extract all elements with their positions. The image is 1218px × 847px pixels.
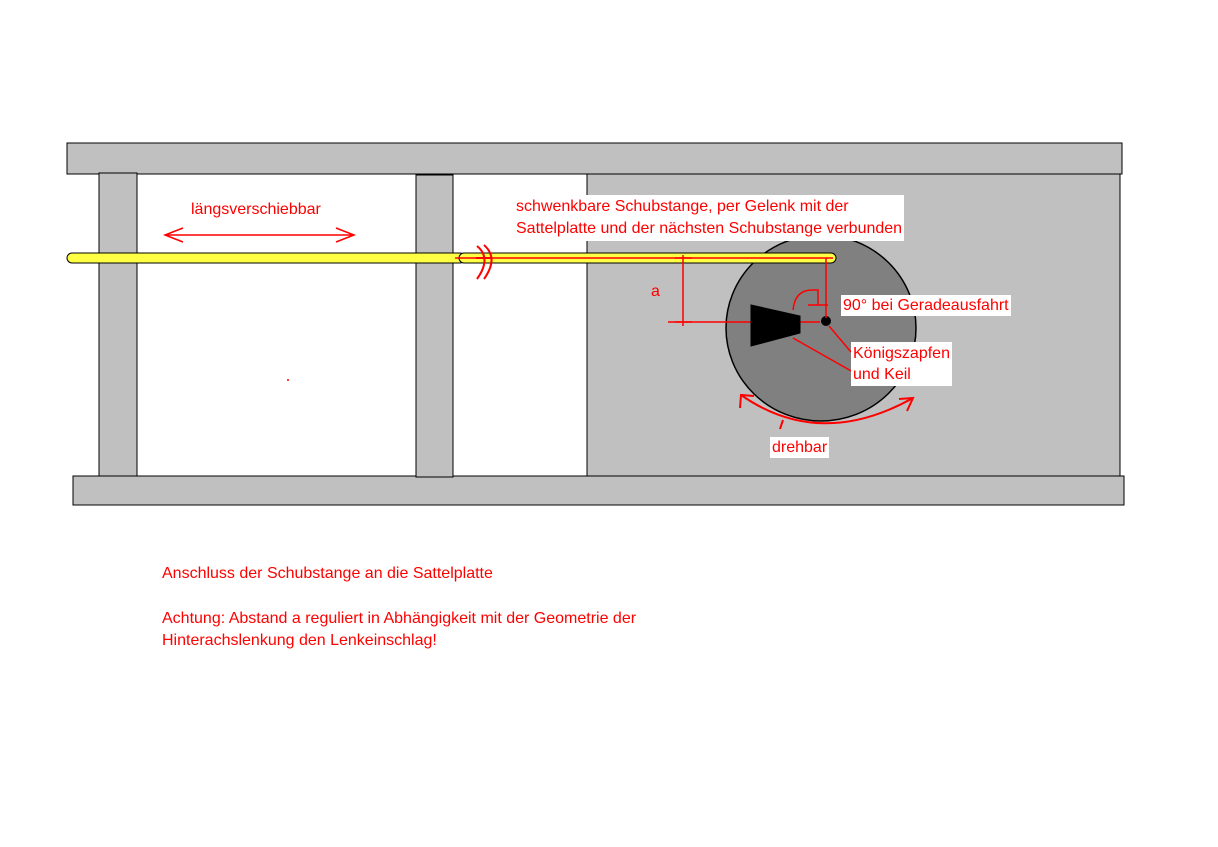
stray-dot [287,379,289,381]
left-post [99,173,137,476]
label-drehbar: drehbar [772,439,828,456]
label-koenigszapfen-line2: und Keil [853,366,911,383]
label-koenigszapfen [851,342,952,386]
caption-title: Anschluss der Schubstange an die Sattelplatte [162,565,493,582]
bottom-rail [73,476,1124,505]
caption-note-line1: Achtung: Abstand a reguliert in Abhängigkeit mit der Geometrie der [162,610,637,627]
push-rod-left [67,253,465,263]
label-schubstange-line1: schwenkbare Schubstange, per Gelenk mit der [516,198,849,215]
label-abstand-a: a [651,283,660,300]
top-rail [67,143,1122,174]
label-schubstange-line2: Sattelplatte und der nächsten Schubstange verbunden [516,220,903,237]
label-laengsverschiebbar: längsverschiebbar [191,201,321,218]
caption-note [162,608,636,652]
caption-note-line2: Hinterachslenkung den Lenkeinschlag! [162,632,437,649]
longitudinal-arrow [165,228,354,242]
label-schubstange [514,195,904,241]
label-90-grad: 90° bei Geradeausfahrt [843,297,1009,314]
label-koenigszapfen-line1: Königszapfen [853,345,950,362]
middle-post [416,175,453,477]
